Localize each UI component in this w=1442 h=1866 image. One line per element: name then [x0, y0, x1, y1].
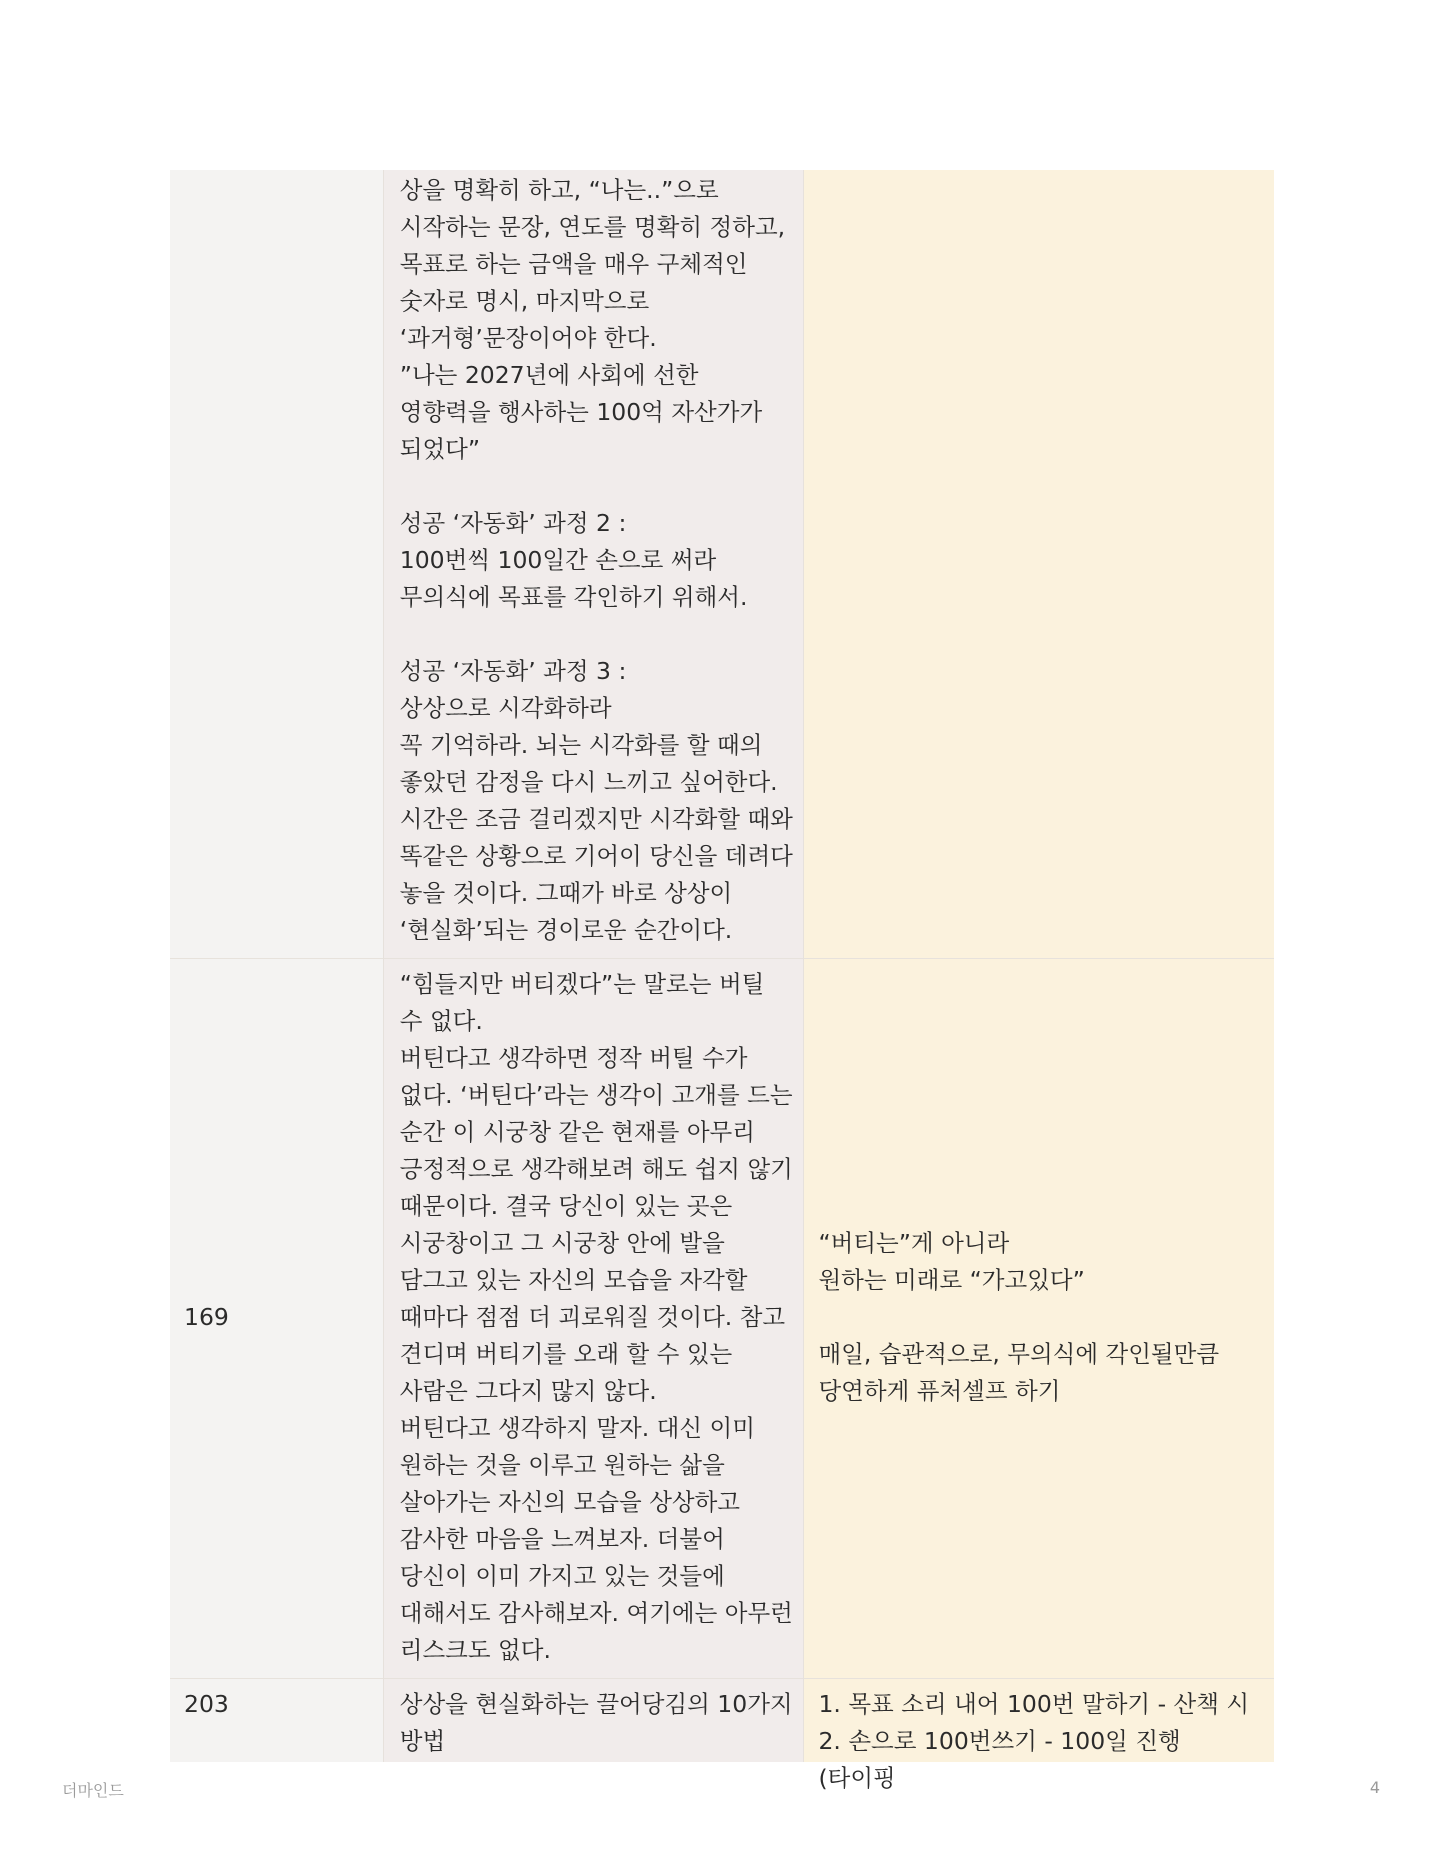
page-number-text — [170, 170, 383, 179]
page-number-text: 203 — [184, 1690, 229, 1718]
page-number-text: 169 — [184, 1303, 229, 1331]
notes-table — [170, 170, 1274, 1792]
note-text: “버티는”게 아니라 원하는 미래로 “가고있다” 매일, 습관적으로, 무의식에 각인될만큼 당연하게 퓨처셀프 하기 — [818, 1229, 1220, 1405]
note-text — [804, 170, 1274, 179]
table-row — [170, 959, 1274, 1679]
note-cell — [804, 959, 1274, 1679]
quote-text: 상상을 현실화하는 끌어당김의 10가지 방법 — [399, 1690, 793, 1755]
page-cell — [170, 170, 383, 959]
quote-text: “힘들지만 버티겠다”는 말로는 버틸 수 없다. 버틴다고 생각하면 정작 버틸 수가 없다. ‘버틴다’라는 생각이 고개를 드는 순간 이 시궁창 같은 현재를 아무리 긍정적으로 생각해보려 해도 쉽지 않기 때문이다. 결국 당신이 있는 곳은 시궁창이고 그 시궁창 안에 발을 담그고 있는 자신의 모습을 자각할 때마다 점점 더 괴로워질 것이다. 참고 견디며 버티기를 오래 할 수 있는 사람은 그다지 많지 않다. 버틴다고 생각하지 말자. 대신 이미 원하는 것을 이루고 원하는 삶을 살아가는 자신의 모습을 상상하고 감사한 마음을 느껴보자. 더불어 당신이 이미 가지고 있는 것들에 대해서도 감사해보자. 여기에는 아무런 리스크도 없다. — [399, 970, 793, 1664]
quote-cell — [383, 1679, 804, 1763]
quote-cell — [383, 170, 804, 959]
table-row — [170, 170, 1274, 959]
footer-title: 더마인드 — [62, 1781, 124, 1800]
note-cell — [804, 1679, 1274, 1792]
page-cell — [170, 1679, 383, 1763]
table-row — [170, 1679, 1274, 1763]
note-text: 1. 목표 소리 내어 100번 말하기 - 산책 시 2. 손으로 100번쓰기 - 100일 진행 (타이핑 — [818, 1690, 1250, 1792]
quote-text: 상을 명확히 하고, “나는..”으로 시작하는 문장, 연도를 명확히 정하고, 목표로 하는 금액을 매우 구체적인 숫자로 명시, 마지막으로 ‘과거형’문장이어야 한다. ”나는 2027년에 사회에 선한 영향력을 행사하는 100억 자산가가 되었다” 성공 ‘자동화’ 과정 2 : 100번씩 100일간 손으로 써라 무의식에 목표를 각인하기 위해서. 성공 ‘자동화’ 과정 3 : 상상으로 시각화하라 꼭 기억하라. 뇌는 시각화를 할 때의 좋았던 감정을 다시 느끼고 싶어한다. 시간은 조금 걸리겠지만 시각화할 때와 똑같은 상황으로 기어이 당신을 데려다 놓을 것이다. 그때가 바로 상상이 ‘현실화’되는 경이로운 순간이다. — [399, 176, 793, 944]
page-cell — [170, 959, 383, 1679]
note-cell — [804, 170, 1274, 959]
footer-page-number: 4 — [1369, 1778, 1380, 1797]
quote-cell — [383, 959, 804, 1679]
